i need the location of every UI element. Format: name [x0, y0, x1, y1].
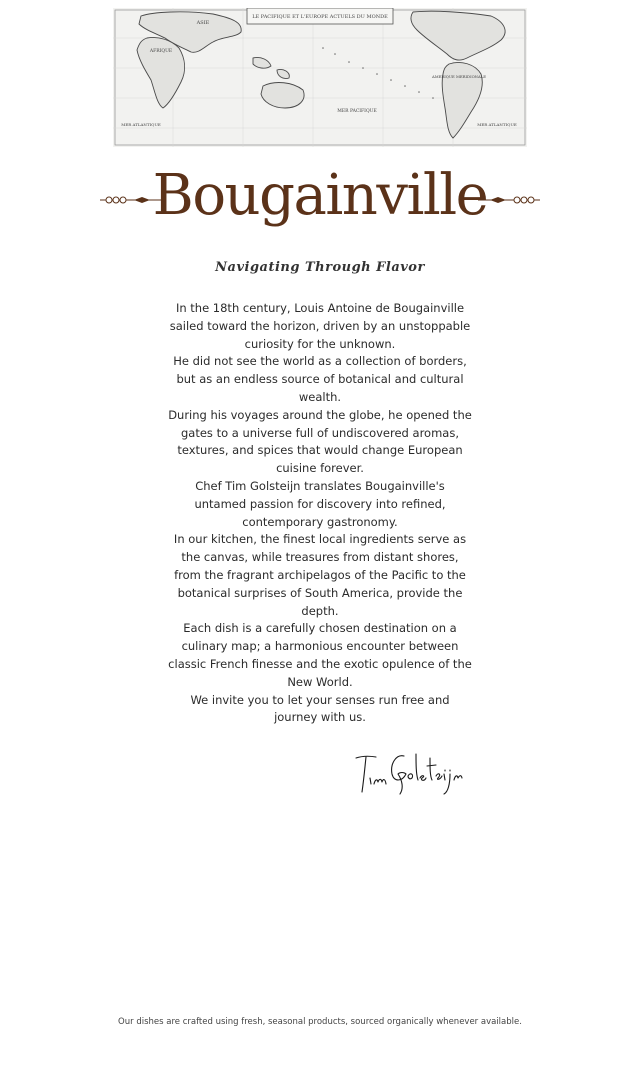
story-paragraph: Chef Tim Golsteijn translates Bougainville's untamed passion for discovery into refined, contemporary gastronomy. — [194, 478, 446, 529]
map-title: LE PACIFIQUE ET L'EUROPE ACTUELS DU MONDE — [252, 14, 388, 20]
story-paragraph: He did not see the world as a collection of borders, but as an endless source of botanical and cultural wealth. — [173, 354, 467, 404]
map-label: MER ATLANTIQUE — [477, 122, 517, 127]
map-label: MER ATLANTIQUE — [121, 122, 161, 127]
map-label: ASIE — [196, 20, 210, 26]
map-label: MER PACIFIQUE — [337, 109, 377, 114]
story-text — [168, 300, 472, 727]
story-paragraph: Each dish is a carefully chosen destination on a culinary map; a harmonious encounter between classic French finesse and the exotic opulence of the New World. — [168, 621, 472, 689]
brand-title: Bougainville — [152, 163, 488, 228]
map-label: AFRIQUE — [149, 49, 173, 54]
tagline: Navigating Through Flavor — [215, 260, 425, 275]
footer-note: Our dishes are crafted using fresh, seasonal products, sourced organically whenever available. — [118, 1017, 522, 1027]
world-map-illustration — [113, 8, 527, 147]
map-label: AMERIQUE MERIDIONALE — [431, 74, 487, 79]
chef-signature — [352, 744, 466, 796]
story-paragraph: We invite you to let your senses run free and journey with us. — [190, 692, 450, 725]
world-map-drawing — [113, 8, 527, 147]
story-paragraph: In our kitchen, the finest local ingredients serve as the canvas, while treasures from distant shores, from the fragrant archipelagos of the Pacific to the botanical surprises of South America, provide the depth. — [173, 532, 467, 618]
story-paragraph: During his voyages around the globe, he opened the gates to a universe full of undiscovered aromas, textures, and spices that would change European cuisine forever. — [168, 407, 472, 476]
signature-drawing — [352, 744, 466, 796]
story-paragraph: In the 18th century, Louis Antoine de Bougainville sailed toward the horizon, driven by an unstoppable curiosity for the unknown. — [169, 301, 471, 351]
right-ornament-icon — [478, 191, 540, 209]
